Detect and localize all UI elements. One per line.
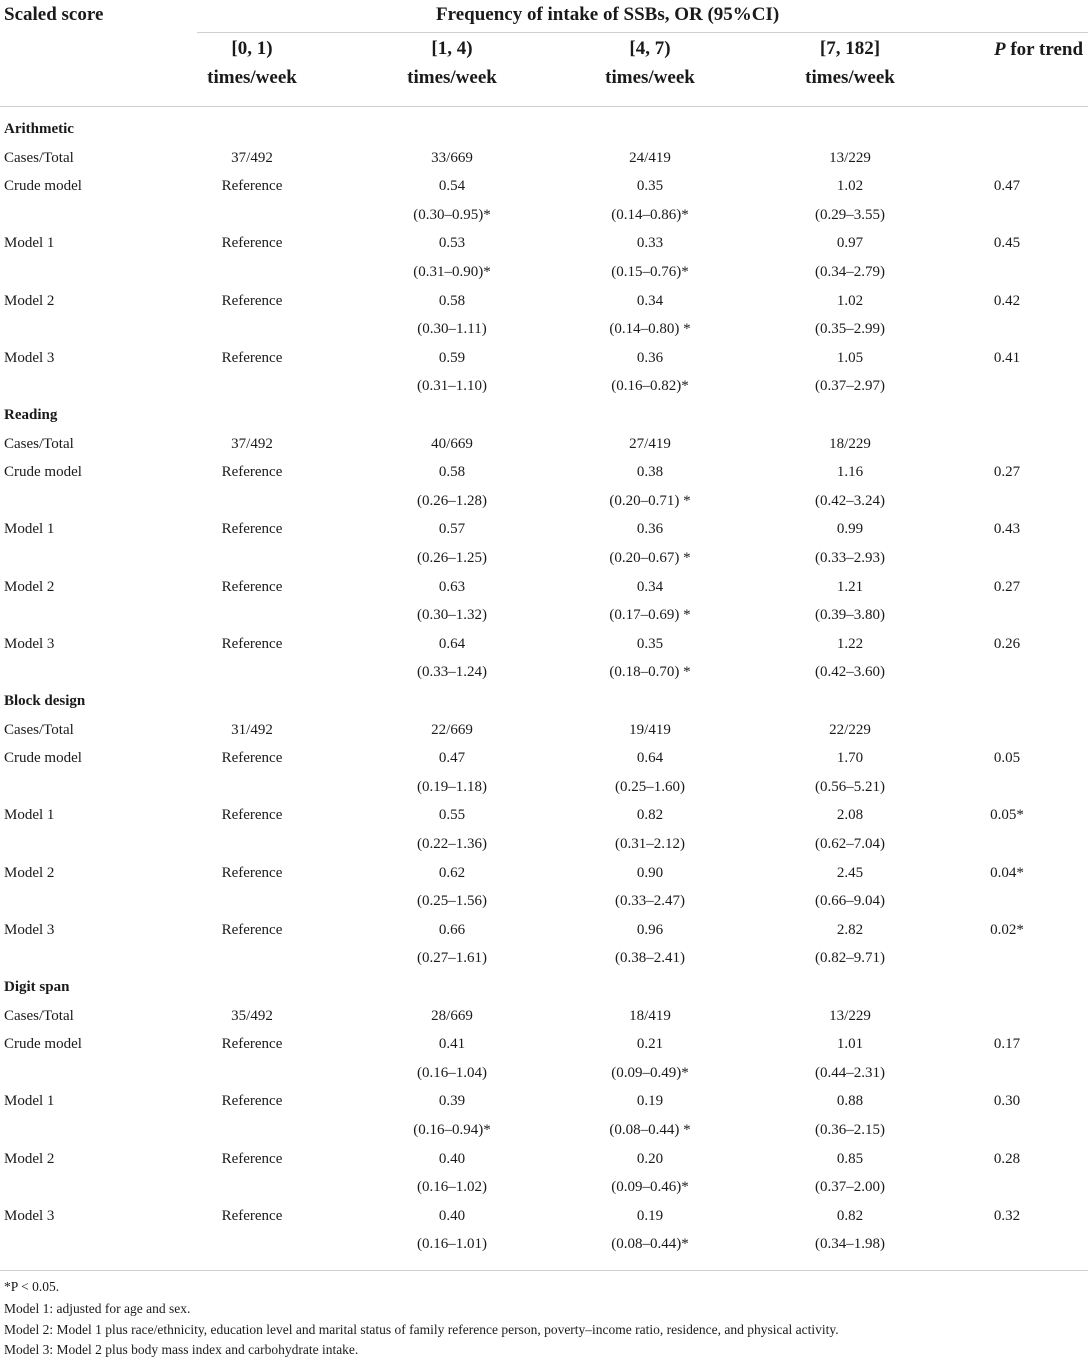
odds-ratio-value: 0.35	[636, 178, 664, 195]
odds-ratio-value: 0.34	[636, 578, 664, 595]
odds-ratio-value: 0.64	[438, 635, 466, 652]
odds-ratio-value: 0.63	[438, 578, 466, 595]
p-trend-value: 0.42	[993, 292, 1021, 309]
confidence-interval-value: (0.16–0.94)*	[413, 1122, 491, 1138]
odds-ratio-value: 0.36	[636, 349, 664, 366]
confidence-interval-value: (0.16–1.04)	[417, 1064, 487, 1081]
odds-ratio-value: 0.36	[636, 521, 664, 538]
column-header-1-4: [1, 4) times/week	[407, 38, 497, 88]
odds-ratio-value: 0.99	[836, 521, 864, 538]
cases-total-value: 13/229	[829, 1007, 871, 1024]
cases-total-value: 27/419	[629, 435, 671, 452]
p-trend-value: 0.28	[993, 1150, 1021, 1167]
confidence-interval-value: (0.31–0.90)*	[413, 264, 491, 280]
confidence-interval-value: (0.16–0.82)*	[611, 378, 689, 395]
confidence-interval-value: (0.39–3.80)	[815, 607, 885, 624]
cases-total-label: Cases/Total	[4, 149, 74, 166]
confidence-interval-value: (0.38–2.41)	[615, 950, 685, 967]
model-label: Model 2	[4, 578, 55, 595]
odds-ratio-value: 0.58	[438, 464, 466, 481]
cases-total-value: 24/419	[629, 149, 671, 166]
odds-ratio-value: 0.53	[438, 235, 466, 252]
reference-value: Reference	[221, 635, 283, 652]
confidence-interval-value: (0.18–0.70) *	[609, 664, 691, 681]
confidence-interval-value: (0.82–9.71)	[815, 950, 885, 967]
confidence-interval-value: (0.16–1.01)	[417, 1236, 487, 1253]
model-label: Crude model	[4, 1036, 82, 1053]
odds-ratio-value: 0.82	[636, 807, 664, 824]
cases-total-value: 18/229	[829, 435, 871, 452]
model-label: Crude model	[4, 750, 82, 767]
reference-value: Reference	[221, 864, 283, 881]
confidence-interval-value: (0.14–0.86)*	[611, 206, 689, 223]
odds-ratio-value: 0.66	[438, 921, 466, 938]
cases-total-value: 37/492	[231, 435, 273, 452]
odds-ratio-value: 0.97	[836, 235, 864, 252]
odds-ratio-value: 0.33	[636, 235, 664, 252]
confidence-interval-value: (0.19–1.18)	[417, 778, 487, 795]
scaled-score-header: Scaled score	[4, 4, 104, 25]
odds-ratio-value: 1.02	[836, 292, 864, 309]
cases-total-value: 22/669	[431, 721, 473, 738]
model-label: Model 3	[4, 1207, 55, 1224]
confidence-interval-value: (0.37–2.00)	[815, 1179, 885, 1196]
model-label: Model 1	[4, 807, 55, 824]
cases-total-value: 31/492	[231, 721, 273, 738]
cases-total-value: 37/492	[231, 149, 273, 166]
p-trend-value: 0.43	[993, 521, 1021, 538]
p-trend-value: 0.04*	[990, 864, 1024, 881]
reference-value: Reference	[221, 292, 283, 309]
confidence-interval-value: (0.25–1.56)	[417, 893, 487, 910]
confidence-interval-value: (0.31–2.12)	[615, 836, 685, 852]
odds-ratio-value: 0.35	[636, 635, 664, 652]
reference-value: Reference	[221, 349, 283, 366]
odds-ratio-value: 0.64	[636, 750, 664, 767]
odds-ratio-value: 1.70	[836, 750, 864, 767]
odds-ratio-value: 0.62	[438, 864, 466, 881]
model-label: Model 2	[4, 292, 55, 309]
odds-ratio-value: 0.21	[636, 1036, 664, 1053]
p-trend-value: 0.45	[993, 235, 1021, 252]
cases-total-value: 22/229	[829, 721, 871, 738]
odds-ratio-value: 1.21	[836, 578, 864, 595]
odds-ratio-value: 0.82	[836, 1207, 864, 1224]
p-trend-value: 0.27	[993, 578, 1021, 595]
confidence-interval-value: (0.30–1.11)	[417, 321, 487, 338]
confidence-interval-value: (0.36–2.15)	[815, 1122, 885, 1138]
confidence-interval-value: (0.30–0.95)*	[413, 206, 491, 223]
p-trend-value: 0.30	[993, 1093, 1021, 1110]
reference-value: Reference	[221, 1207, 283, 1224]
confidence-interval-value: (0.35–2.99)	[815, 321, 885, 338]
section-title: Digit span	[4, 979, 70, 995]
reference-value: Reference	[221, 464, 283, 481]
confidence-interval-value: (0.15–0.76)*	[611, 264, 689, 280]
confidence-interval-value: (0.62–7.04)	[815, 836, 885, 852]
cases-total-value: 40/669	[431, 435, 473, 452]
confidence-interval-value: (0.42–3.60)	[815, 664, 885, 681]
confidence-interval-value: (0.20–0.71) *	[609, 492, 691, 509]
cases-total-label: Cases/Total	[4, 1007, 74, 1024]
confidence-interval-value: (0.34–1.98)	[815, 1236, 885, 1253]
model-label: Crude model	[4, 464, 82, 481]
confidence-interval-value: (0.33–2.47)	[615, 893, 685, 910]
odds-ratio-value: 0.34	[636, 292, 664, 309]
reference-value: Reference	[221, 178, 283, 195]
odds-ratio-value: 1.16	[836, 464, 864, 481]
odds-ratio-value: 2.45	[836, 864, 864, 881]
odds-ratio-value: 0.90	[636, 864, 664, 881]
odds-ratio-value: 0.40	[438, 1150, 466, 1167]
footnote: Model 3: Model 2 plus body mass index and carbohydrate intake.	[4, 1342, 359, 1357]
odds-ratio-value: 2.82	[836, 921, 864, 938]
odds-ratio-value: 0.57	[438, 521, 466, 538]
confidence-interval-value: (0.33–1.24)	[417, 664, 487, 681]
section-title: Arithmetic	[4, 121, 74, 137]
confidence-interval-value: (0.33–2.93)	[815, 550, 885, 566]
odds-ratio-value: 0.19	[636, 1093, 664, 1110]
reference-value: Reference	[221, 1036, 283, 1053]
confidence-interval-value: (0.27–1.61)	[417, 950, 487, 967]
confidence-interval-value: (0.09–0.46)*	[611, 1179, 689, 1196]
p-trend-value: 0.02*	[990, 921, 1024, 938]
odds-ratio-value: 0.40	[438, 1207, 466, 1224]
confidence-interval-value: (0.25–1.60)	[615, 778, 685, 795]
odds-ratio-value: 0.88	[836, 1093, 864, 1110]
odds-ratio-value: 0.41	[438, 1036, 466, 1053]
confidence-interval-value: (0.42–3.24)	[815, 492, 885, 509]
confidence-interval-value: (0.31–1.10)	[417, 378, 487, 395]
confidence-interval-value: (0.44–2.31)	[815, 1064, 885, 1081]
confidence-interval-value: (0.16–1.02)	[417, 1179, 487, 1196]
model-label: Model 1	[4, 521, 55, 538]
cases-total-value: 28/669	[431, 1007, 473, 1024]
model-label: Crude model	[4, 178, 82, 195]
confidence-interval-value: (0.20–0.67) *	[609, 550, 691, 566]
confidence-interval-value: (0.08–0.44) *	[609, 1122, 691, 1138]
confidence-interval-value: (0.66–9.04)	[815, 893, 885, 910]
confidence-interval-value: (0.26–1.25)	[417, 550, 487, 566]
odds-ratio-value: 0.55	[438, 807, 466, 824]
odds-ratio-value: 1.05	[836, 349, 864, 366]
reference-value: Reference	[221, 578, 283, 595]
footnote: Model 2: Model 1 plus race/ethnicity, education level and marital status of family reference person, poverty–income ratio, residence, and physical activity.	[4, 1322, 839, 1337]
odds-ratio-value: 2.08	[836, 807, 864, 824]
odds-ratio-value: 1.22	[836, 635, 864, 652]
confidence-interval-value: (0.37–2.97)	[815, 378, 885, 395]
reference-value: Reference	[221, 235, 283, 252]
odds-ratio-value: 0.58	[438, 292, 466, 309]
confidence-interval-value: (0.14–0.80) *	[609, 321, 691, 338]
model-label: Model 3	[4, 921, 55, 938]
p-trend-value: 0.26	[993, 635, 1021, 652]
reference-value: Reference	[221, 750, 283, 767]
p-trend-value: 0.27	[993, 464, 1021, 481]
cases-total-label: Cases/Total	[4, 721, 74, 738]
confidence-interval-value: (0.34–2.79)	[815, 264, 885, 280]
column-header-7-182: [7, 182] times/week	[805, 38, 895, 88]
model-label: Model 1	[4, 1093, 55, 1110]
p-trend-value: 0.05	[993, 750, 1021, 767]
p-trend-value: 0.05*	[990, 807, 1024, 824]
section-title: Block design	[4, 693, 86, 709]
confidence-interval-value: (0.29–3.55)	[815, 206, 885, 223]
frequency-group-header: Frequency of intake of SSBs, OR (95%CI)	[436, 4, 780, 25]
odds-ratio-value: 0.39	[438, 1093, 466, 1110]
p-trend-value: 0.17	[993, 1036, 1021, 1053]
p-trend-value: 0.32	[993, 1207, 1021, 1224]
footnote: *P < 0.05.	[4, 1279, 60, 1294]
reference-value: Reference	[221, 1093, 283, 1110]
odds-ratio-value: 0.96	[636, 921, 664, 938]
p-trend-value: 0.41	[993, 349, 1021, 366]
confidence-interval-value: (0.09–0.49)*	[611, 1064, 689, 1081]
odds-ratio-value: 1.01	[836, 1036, 864, 1053]
section-title: Reading	[4, 407, 58, 423]
model-label: Model 2	[4, 1150, 55, 1167]
reference-value: Reference	[221, 921, 283, 938]
model-label: Model 2	[4, 864, 55, 881]
cases-total-value: 18/419	[629, 1007, 671, 1024]
model-label: Model 3	[4, 635, 55, 652]
odds-ratio-value: 1.02	[836, 178, 864, 195]
reference-value: Reference	[221, 521, 283, 538]
odds-ratio-value: 0.20	[636, 1150, 664, 1167]
column-header-4-7: [4, 7) times/week	[605, 38, 695, 88]
odds-ratio-value: 0.47	[438, 750, 466, 767]
cases-total-value: 19/419	[629, 721, 671, 738]
p-for-trend-header: P for trend	[994, 39, 1084, 60]
model-label: Model 1	[4, 235, 55, 252]
odds-ratio-value: 0.59	[438, 349, 466, 366]
footnote: Model 1: adjusted for age and sex.	[4, 1301, 191, 1316]
cases-total-value: 35/492	[231, 1007, 273, 1024]
confidence-interval-value: (0.56–5.21)	[815, 778, 885, 795]
odds-ratio-value: 0.19	[636, 1207, 664, 1224]
confidence-interval-value: (0.30–1.32)	[417, 607, 487, 624]
odds-ratio-value: 0.85	[836, 1150, 864, 1167]
odds-ratio-value: 0.54	[438, 178, 466, 195]
model-label: Model 3	[4, 349, 55, 366]
confidence-interval-value: (0.17–0.69) *	[609, 607, 691, 624]
cases-total-value: 33/669	[431, 149, 473, 166]
confidence-interval-value: (0.22–1.36)	[417, 836, 487, 852]
confidence-interval-value: (0.26–1.28)	[417, 492, 487, 509]
confidence-interval-value: (0.08–0.44)*	[611, 1236, 689, 1253]
reference-value: Reference	[221, 807, 283, 824]
odds-ratio-value: 0.38	[636, 464, 664, 481]
cases-total-value: 13/229	[829, 149, 871, 166]
cases-total-label: Cases/Total	[4, 435, 74, 452]
column-header-0-1: [0, 1) times/week	[207, 38, 297, 88]
reference-value: Reference	[221, 1150, 283, 1167]
p-trend-value: 0.47	[993, 178, 1021, 195]
table-bottom-rule	[0, 1270, 1088, 1271]
